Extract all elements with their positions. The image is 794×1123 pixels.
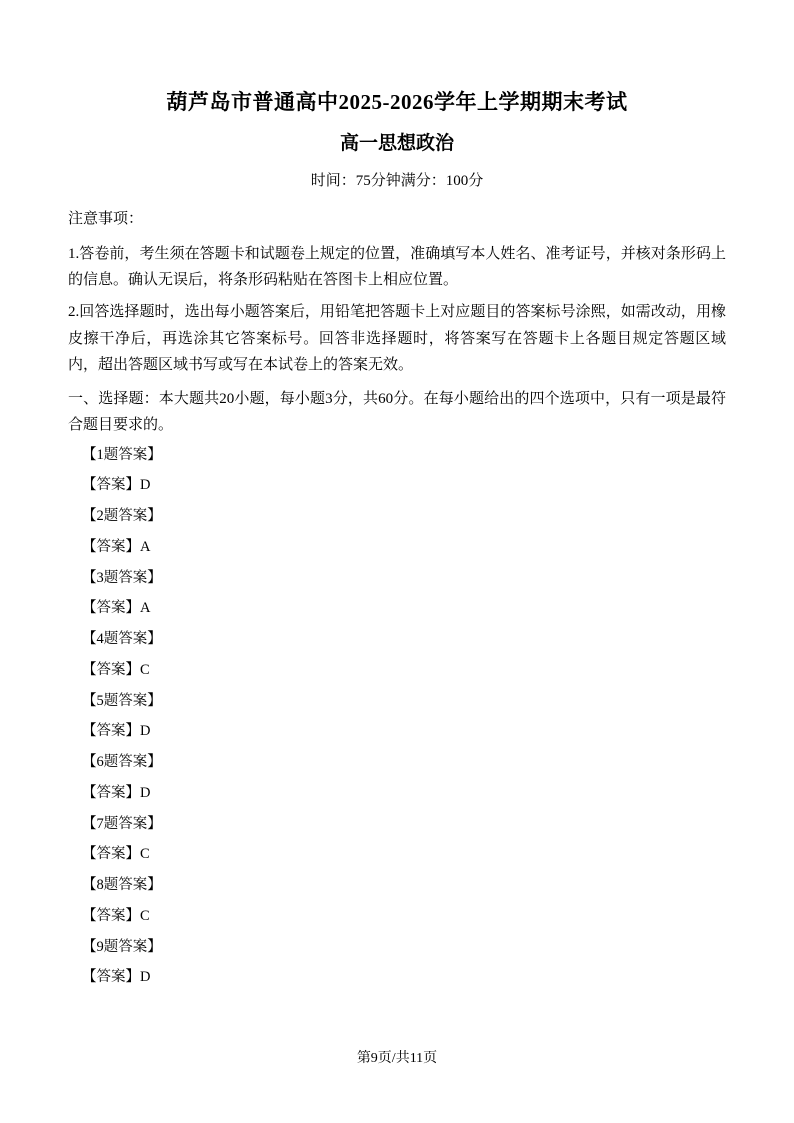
page-footer: 第9页/共11页 (356, 1051, 438, 1066)
list-item: 【答案】D (82, 723, 151, 740)
list-item: 【答案】A (82, 538, 151, 555)
answer-list (68, 445, 726, 990)
notice-heading: 注意事项： (68, 211, 144, 228)
list-item: 【答案】D (82, 969, 151, 986)
exam-meta: 时间：75分钟满分：100分 (310, 172, 484, 189)
list-item: 【5题答案】 (82, 692, 162, 709)
list-item: 【答案】D (82, 477, 151, 494)
list-item: 【1题答案】 (82, 446, 162, 463)
page-subtitle: 高一思想政治 (339, 133, 454, 155)
list-item: 【6题答案】 (82, 754, 162, 771)
list-item: 【2题答案】 (82, 508, 162, 525)
notice-item-1: 1.答卷前，考生须在答题卡和试题卷上规定的位置，准确填写本人姓名、准考证号，并核对条形码上的信息。确认无误后，将条形码粘贴在答图卡上相应位置。 (68, 245, 726, 289)
list-item: 【3题答案】 (82, 569, 162, 586)
list-item: 【答案】D (82, 784, 151, 801)
list-item: 【8题答案】 (82, 877, 162, 894)
list-item: 【答案】C (82, 846, 150, 863)
list-item: 【9题答案】 (82, 938, 162, 955)
section-heading-multiple-choice: 一、选择题：本大题共20小题，每小题3分，共60分。在每小题给出的四个选项中，只有一项是最符合题目要求的。 (68, 391, 726, 434)
list-item: 【7题答案】 (82, 815, 162, 832)
list-item: 【答案】C (82, 661, 150, 678)
list-item: 【答案】A (82, 600, 151, 617)
notice-item-2: 2.回答选择题时，选出每小题答案后，用铅笔把答题卡上对应题目的答案标号涂熙，如需改动，用橡皮擦干净后，再选涂其它答案标号。回答非选择题时，将答案写在答题卡上各题目规定答题区域内，超出答题区域书写或写在本试卷上的答案无效。 (68, 304, 726, 373)
list-item: 【4题答案】 (82, 631, 162, 648)
list-item: 【答案】C (82, 907, 150, 924)
page-title: 葫芦岛市普通高中2025-2026学年上学期期末考试 (166, 90, 628, 114)
